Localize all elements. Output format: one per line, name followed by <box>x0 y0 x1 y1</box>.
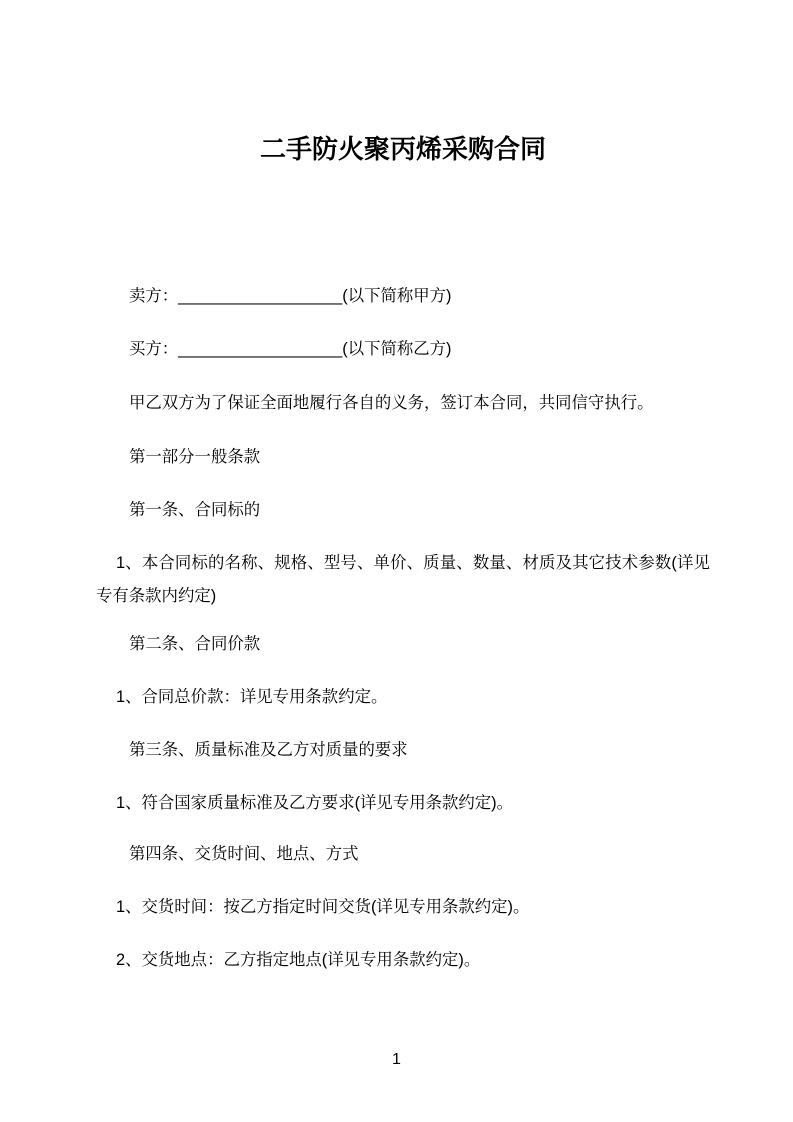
contract-paragraph: 1、交货时间：按乙方指定时间交货(详见专用条款约定)。 <box>116 898 530 916</box>
contract-paragraph: 第一条、合同标的 <box>129 501 261 519</box>
contract-paragraph: 甲乙双方为了保证全面地履行各自的义务，签订本合同，共同信守执行。 <box>129 394 654 412</box>
page-number: 1 <box>392 1051 401 1068</box>
contract-paragraph: 第二条、合同价款 <box>129 635 261 653</box>
contract-paragraph: 2、交货地点：乙方指定地点(详见专用条款约定)。 <box>116 951 481 969</box>
contract-paragraph: 1、合同总价款：详见专用条款约定。 <box>116 688 388 706</box>
contract-paragraph: 第一部分一般条款 <box>129 448 261 466</box>
contract-paragraph: 第四条、交货时间、地点、方式 <box>129 845 359 863</box>
contract-paragraph: 卖方：__________________(以下简称甲方) <box>129 287 452 305</box>
contract-paragraph: 买方：__________________(以下简称乙方) <box>129 340 452 358</box>
contract-paragraph: 第三条、质量标准及乙方对质量的要求 <box>129 741 408 759</box>
contract-paragraph: 1、本合同标的名称、规格、型号、单价、质量、数量、材质及其它技术参数(详见专有条款内约定) <box>96 554 710 605</box>
document-title: 二手防火聚丙烯采购合同 <box>259 134 546 164</box>
document-body <box>96 0 710 1122</box>
contract-paragraph: 1、符合国家质量标准及乙方要求(详见专用条款约定)。 <box>116 794 514 812</box>
